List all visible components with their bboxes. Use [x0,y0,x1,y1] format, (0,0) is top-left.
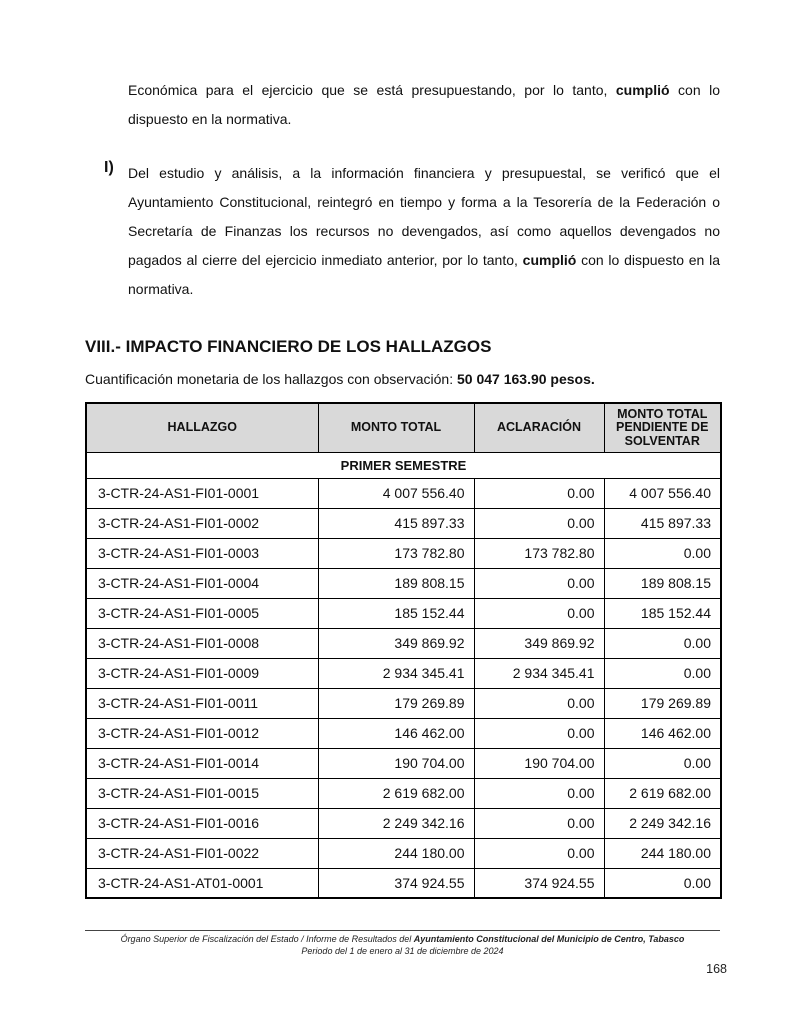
monto-total-cell: 2 934 345.41 [318,658,474,688]
pendiente-cell: 179 269.89 [604,688,721,718]
finding-code-cell: 3-CTR-24-AS1-FI01-0016 [86,808,318,838]
pendiente-cell: 415 897.33 [604,508,721,538]
finding-code-cell: 3-CTR-24-AS1-FI01-0004 [86,568,318,598]
table-section-row [86,452,721,478]
pendiente-cell: 185 152.44 [604,598,721,628]
aclaracion-cell: 0.00 [474,478,604,508]
column-header-monto-total: MONTO TOTAL [318,403,474,452]
table-row [86,778,721,808]
monto-total-cell: 374 924.55 [318,868,474,898]
quantification-text: Cuantificación monetaria de los hallazgos con observación: [85,371,457,387]
monto-total-cell: 2 619 682.00 [318,778,474,808]
pendiente-cell: 0.00 [604,538,721,568]
quantification-amount: 50 047 163.90 pesos. [457,371,595,387]
paragraph-text: con lo dispuesto en la normativa. [128,252,720,297]
footer-text: Órgano Superior de Fiscalización del Estado / Informe de Resultados del [120,934,414,944]
monto-total-cell: 189 808.15 [318,568,474,598]
pendiente-cell: 189 808.15 [604,568,721,598]
paragraph-bold-text: cumplió [522,252,577,268]
finding-list-item [104,159,720,304]
pendiente-cell: 0.00 [604,658,721,688]
pendiente-cell: 0.00 [604,628,721,658]
monto-total-cell: 4 007 556.40 [318,478,474,508]
finding-code-cell: 3-CTR-24-AS1-FI01-0008 [86,628,318,658]
section-row-label: PRIMER SEMESTRE [86,452,721,478]
aclaracion-cell: 0.00 [474,718,604,748]
footer-line-2: Periodo del 1 de enero al 31 de diciembre de 2024 [301,945,504,956]
table-row [86,508,721,538]
column-header-hallazgo: HALLAZGO [86,403,318,452]
aclaracion-cell: 190 704.00 [474,748,604,778]
aclaracion-cell: 173 782.80 [474,538,604,568]
pendiente-cell: 2 619 682.00 [604,778,721,808]
pendiente-cell: 4 007 556.40 [604,478,721,508]
pendiente-cell: 0.00 [604,748,721,778]
pendiente-cell: 2 249 342.16 [604,808,721,838]
aclaracion-cell: 0.00 [474,808,604,838]
paragraph-text: Económica para el ejercicio que se está presupuestando, por lo tanto, [128,82,616,98]
finding-code-cell: 3-CTR-24-AS1-FI01-0014 [86,748,318,778]
table-row [86,568,721,598]
finding-code-cell: 3-CTR-24-AS1-FI01-0002 [86,508,318,538]
monto-total-cell: 185 152.44 [318,598,474,628]
monto-total-cell: 349 869.92 [318,628,474,658]
list-item-marker: I) [104,159,114,176]
aclaracion-cell: 0.00 [474,508,604,538]
table-header-row [86,403,721,452]
paragraph-bold-text: cumplió [615,82,670,98]
monto-total-cell: 173 782.80 [318,538,474,568]
quantification-line [85,371,720,387]
finding-code-cell: 3-CTR-24-AS1-FI01-0005 [86,598,318,628]
finding-code-cell: 3-CTR-24-AS1-FI01-0009 [86,658,318,688]
table-row [86,808,721,838]
footer-bold-text: Ayuntamiento Constitucional del Municipio de Centro, Tabasco [413,934,685,944]
pendiente-cell: 244 180.00 [604,838,721,868]
footer-line-1 [85,934,720,946]
aclaracion-cell: 0.00 [474,598,604,628]
table-row [86,838,721,868]
page-number: 168 [706,962,727,976]
monto-total-cell: 244 180.00 [318,838,474,868]
monto-total-cell: 179 269.89 [318,688,474,718]
page-footer [85,930,720,957]
finding-paragraph [104,159,720,304]
aclaracion-cell: 2 934 345.41 [474,658,604,688]
table-row [86,868,721,898]
column-header-pendiente: MONTO TOTAL PENDIENTE DE SOLVENTAR [604,403,721,452]
table-row [86,478,721,508]
table-row [86,658,721,688]
finding-code-cell: 3-CTR-24-AS1-FI01-0012 [86,718,318,748]
pendiente-cell: 0.00 [604,868,721,898]
aclaracion-cell: 0.00 [474,568,604,598]
section-heading: VIII.- IMPACTO FINANCIERO DE LOS HALLAZGOS [85,337,492,356]
column-header-aclaracion: ACLARACIÓN [474,403,604,452]
finding-code-cell: 3-CTR-24-AS1-FI01-0001 [86,478,318,508]
monto-total-cell: 2 249 342.16 [318,808,474,838]
aclaracion-cell: 0.00 [474,688,604,718]
pendiente-cell: 146 462.00 [604,718,721,748]
aclaracion-cell: 349 869.92 [474,628,604,658]
monto-total-cell: 146 462.00 [318,718,474,748]
monto-total-cell: 190 704.00 [318,748,474,778]
finding-code-cell: 3-CTR-24-AS1-FI01-0011 [86,688,318,718]
table-row [86,538,721,568]
table-row [86,718,721,748]
aclaracion-cell: 374 924.55 [474,868,604,898]
finding-code-cell: 3-CTR-24-AS1-FI01-0003 [86,538,318,568]
findings-table [85,402,722,899]
finding-code-cell: 3-CTR-24-AS1-FI01-0022 [86,838,318,868]
paragraph-conclusion [128,76,720,134]
table-row [86,628,721,658]
finding-code-cell: 3-CTR-24-AS1-AT01-0001 [86,868,318,898]
table-row [86,748,721,778]
table-row [86,598,721,628]
finding-code-cell: 3-CTR-24-AS1-FI01-0015 [86,778,318,808]
monto-total-cell: 415 897.33 [318,508,474,538]
paragraph-text: Del estudio y análisis, a la información financiera y presupuestal, se verificó que el Ayuntamiento Constitucional, reintegró en tiempo y forma a la Tesorería de la Federación o Secretaría de Finanzas los recursos no devengados, así como aquellos devengados no pagados al cierre del ejercicio inmediato anterior, por lo tanto, [128,165,720,268]
paragraph-text: con lo dispuesto en la normativa. [128,82,720,127]
aclaracion-cell: 0.00 [474,778,604,808]
table-row [86,688,721,718]
aclaracion-cell: 0.00 [474,838,604,868]
